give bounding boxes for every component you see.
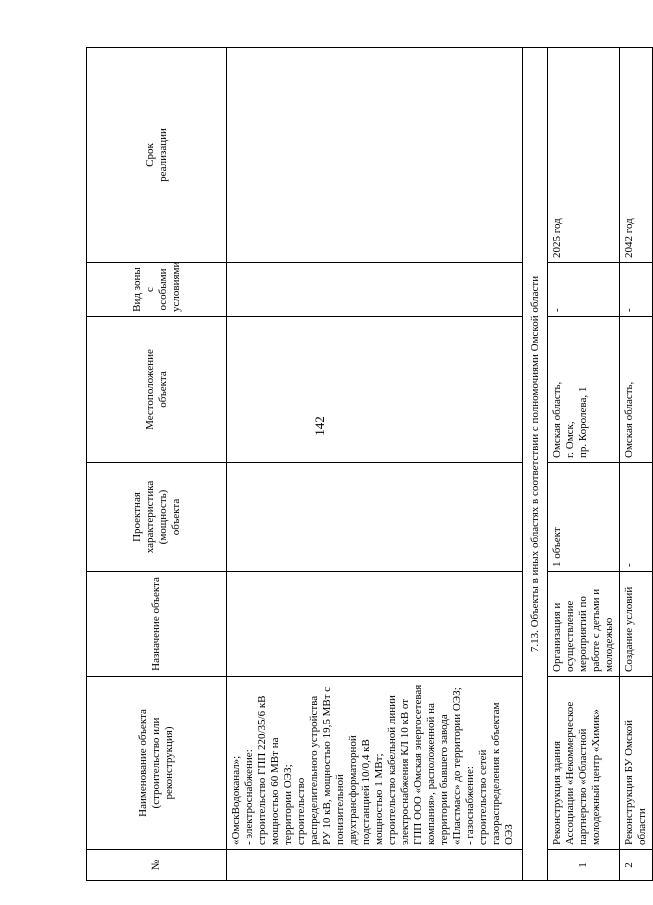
cell-continuation: «ОмскВодоканал»; - электроснабжение: строительство ГПП 220/35/6 кВ мощностью 60 МВт на территории ОЭЗ; строительство распределительного устройства РУ 10 кВ, мощностью 19,5 МВт с понизительной двухтрансформаторной подстанцией 10/0,4 кВ мощностью 1 МВт; строительство кабельной линии электроснабжения КЛ 10 кВ от ГПП ООО «Омская энергосетевая компания», расположенной на территории бывшего завода «Пластмасс» до территории ОЭЗ; - газоснабжение: строительство сетей газораспределения к объектам ОЭЗ [227,677,523,850]
cell-empty [227,263,523,317]
header-zone: Вид зоны с особыми условиями [87,263,227,317]
header-capacity: Проектная характеристика (мощность) объекта [87,463,227,572]
cell-capacity: - [620,463,653,572]
header-no: № [87,850,227,881]
cell-no [227,850,523,881]
cell-empty [227,317,523,463]
cell-empty [227,48,523,263]
cell-name: Реконструкция БУ Омской области [620,677,653,850]
header-name: Наименование объекта (строительство или реконструкция) [87,677,227,850]
table-row [620,48,653,881]
table-row [548,48,620,881]
section-row [523,48,548,881]
table-container [86,48,648,881]
cell-empty [227,463,523,572]
cell-name: Реконструкция здания Ассоциации «Некоммерческое партнерство «Областной молодежный центр «Химик» [548,677,620,850]
objects-table [86,47,653,881]
rotated-page [86,48,648,881]
cell-purpose: Организация и осуществление мероприятий по работе с детьми и молодежью [548,572,620,677]
header-term: Срок реализации [87,48,227,263]
cell-no: 2 [620,850,653,881]
cell-location: Омская область, г. Омск, пр. Королева, 1 [548,317,620,463]
cell-location: Омская область, [620,317,653,463]
table-row [227,48,523,881]
cell-no: 1 [548,850,620,881]
header-row [87,48,227,881]
cell-capacity: 1 объект [548,463,620,572]
cell-empty [227,572,523,677]
cell-zone: - [620,263,653,317]
cell-term: 2025 год [548,48,620,263]
header-location: Местоположение объекта [87,317,227,463]
page-number: 142 [312,416,327,436]
cell-zone: - [548,263,620,317]
section-title: 7.13. Объекты в иных областях в соответствии с полномочиями Омской области [523,48,548,881]
cell-term: 2042 год [620,48,653,263]
cell-purpose: Создание условий [620,572,653,677]
header-purpose: Назначение объекта [87,572,227,677]
